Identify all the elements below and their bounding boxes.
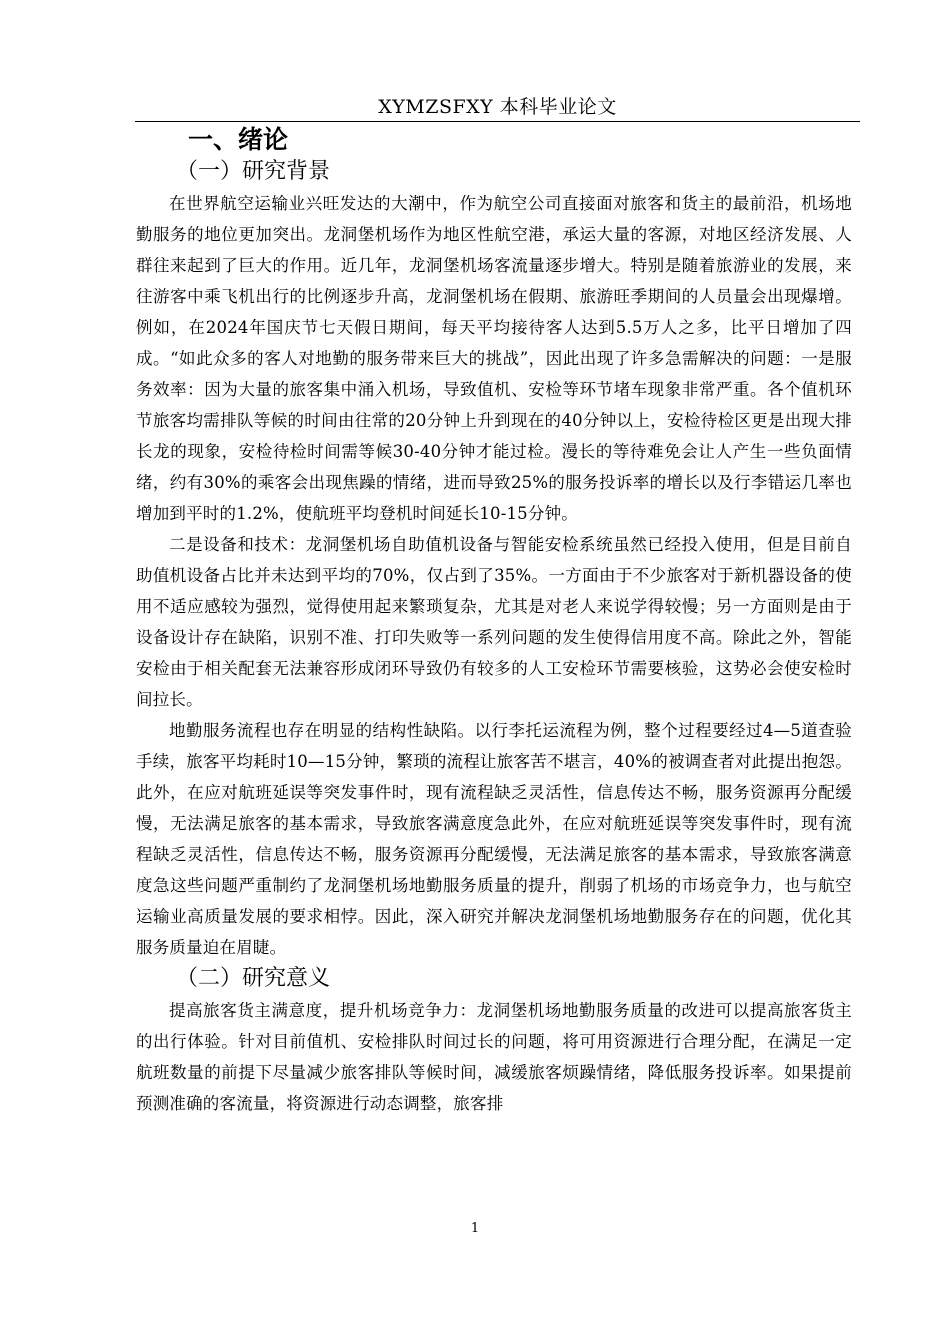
- body-content: [136, 124, 852, 1119]
- section-heading-significance: （二）研究意义: [176, 966, 331, 991]
- header-divider: [135, 121, 860, 122]
- paragraph: 提高旅客货主满意度，提升机场竞争力：龙洞堡机场地勤服务质量的改进可以提高旅客货主的出行体验。针对目前值机、安检排队时间过长的问题，将可用资源进行合理分配，在满足一定航班数量的前提下尽量减少旅客排队等候时间，减缓旅客烦躁情绪，降低服务投诉率。如果提前预测准确的客流量，将资源进行动态调整，旅客排: [136, 1001, 852, 1113]
- paragraph: 二是设备和技术：龙洞堡机场自助值机设备与智能安检系统虽然已经投入使用，但是目前自助值机设备占比并未达到平均的70%，仅占到了35%。一方面由于不少旅客对于新机器设备的使用不适应感较为强烈，觉得使用起来繁琐复杂，尤其是对老人来说学得较慢；另一方面则是由于设备设计存在缺陷，识别不准、打印失败等一系列问题的发生使得信用度不高。除此之外，智能安检由于相关配套无法兼容形成闭环导致仍有较多的人工安检环节需要核验，这势必会使安检时间拉长。: [136, 535, 852, 709]
- page-number: 1: [470, 1221, 480, 1236]
- chapter-heading: 一、绪论: [188, 125, 289, 154]
- paragraph: 地勤服务流程也存在明显的结构性缺陷。以行李托运流程为例，整个过程要经过4—5道查验手续，旅客平均耗时10—15分钟，繁琐的流程让旅客苦不堪言，40%的被调查者对此提出抱怨。此外，在应对航班延误等突发事件时，现有流程缺乏灵活性，信息传达不畅，服务资源再分配缓慢，无法满足旅客的基本需求，导致旅客满意度急此外，在应对航班延误等突发事件时，现有流程缺乏灵活性，信息传达不畅，服务资源再分配缓慢，无法满足旅客的基本需求，导致旅客满意度急这些问题严重制约了龙洞堡机场地勤服务质量的提升，削弱了机场的市场竞争力，也与航空运输业高质量发展的要求相悖。因此，深入研究并解决龙洞堡机场地勤服务存在的问题，优化其服务质量迫在眉睫。: [136, 721, 852, 957]
- page-header: XYMZSFXY 本科毕业论文: [378, 96, 617, 118]
- paragraph: 在世界航空运输业兴旺发达的大潮中，作为航空公司直接面对旅客和货主的最前沿，机场地勤服务的地位更加突出。龙洞堡机场作为地区性航空港，承运大量的客源，对地区经济发展、人群往来起到了巨大的作用。近几年，龙洞堡机场客流量逐步增大。特别是随着旅游业的发展，来往游客中乘飞机出行的比例逐步升高，龙洞堡机场在假期、旅游旺季期间的人员量会出现爆增。例如，在2024年国庆节七天假日期间，每天平均接待客人达到5.5万人之多，比平日增加了四成。“如此众多的客人对地勤的服务带来巨大的挑战”，因此出现了许多急需解决的问题：一是服务效率：因为大量的旅客集中涌入机场，导致值机、安检等环节堵车现象非常严重。各个值机环节旅客均需排队等候的时间由往常的20分钟上升到现在的40分钟以上，安检待检区更是出现大排长龙的现象，安检待检时间需等候30-40分钟才能过检。漫长的等待难免会让人产生一些负面情绪，约有30%的乘客会出现焦躁的情绪，进而导致25%的服务投诉率的增长以及行李错运几率也增加到平时的1.2%，使航班平均登机时间延长10-15分钟。: [136, 194, 852, 523]
- section-heading-background: （一）研究背景: [176, 159, 331, 184]
